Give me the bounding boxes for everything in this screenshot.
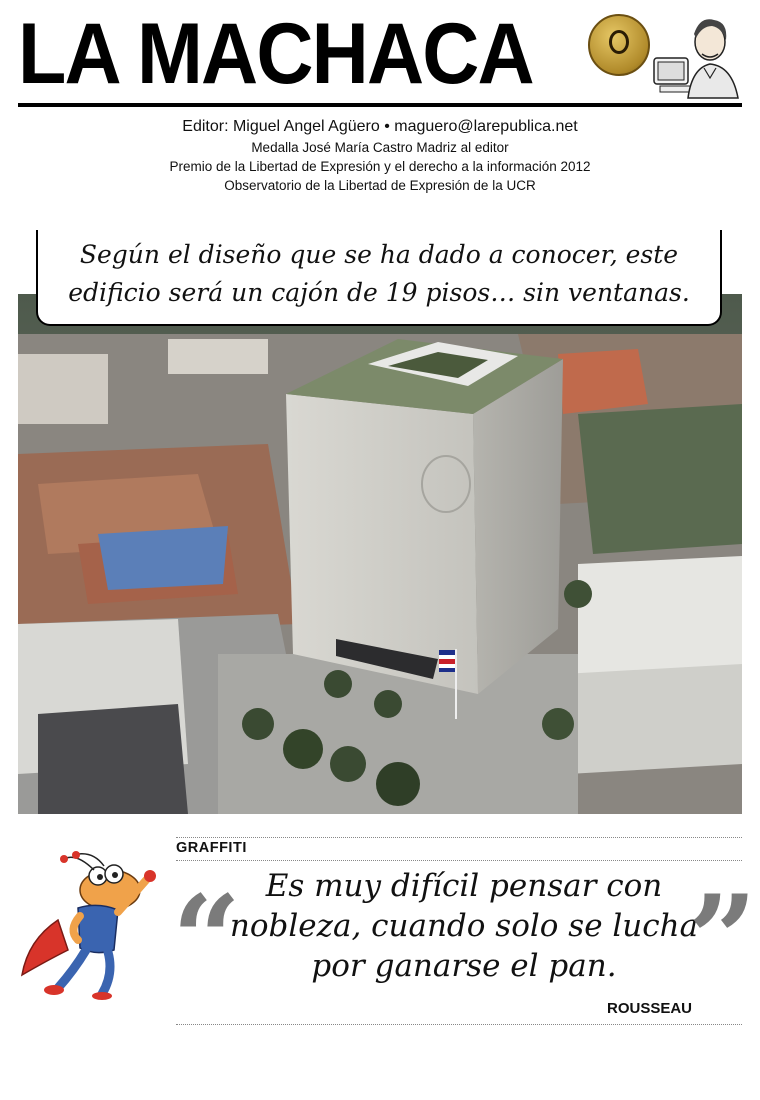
award-line: Premio de la Libertad de Expresión y el derecho a la información 2012 bbox=[169, 159, 591, 174]
graffiti-quote bbox=[226, 866, 702, 986]
callout-text bbox=[38, 236, 720, 312]
quote-line: nobleza, cuando solo se lucha bbox=[229, 908, 699, 944]
aerial-building-photo bbox=[18, 294, 742, 814]
divider bbox=[176, 860, 742, 861]
callout-line: edificio será un cajón de 19 pisos… sin ventanas. bbox=[68, 278, 690, 307]
open-quote-mark: “ bbox=[172, 869, 242, 1010]
editor-caricature bbox=[652, 12, 744, 100]
section-label: GRAFFITI bbox=[176, 840, 247, 856]
medal-icon bbox=[588, 14, 650, 76]
callout-line: Según el diseño que se ha dado a conocer, este bbox=[79, 240, 679, 269]
divider bbox=[176, 1024, 742, 1025]
award-line: Observatorio de la Libertad de Expresión de la UCR bbox=[224, 178, 536, 193]
quote-line: Es muy difícil pensar con bbox=[265, 868, 663, 904]
masthead-title: LA MACHACA bbox=[18, 6, 533, 102]
close-quote-mark: ” bbox=[688, 869, 758, 1010]
divider bbox=[176, 837, 742, 838]
award-line: Medalla José María Castro Madriz al editor bbox=[251, 140, 509, 155]
superhero-mascot bbox=[18, 850, 158, 1000]
editor-line: Editor: Miguel Angel Agüero • maguero@larepublica.net bbox=[182, 118, 578, 135]
quote-line: por ganarse el pan. bbox=[311, 948, 617, 984]
callout-box bbox=[36, 230, 722, 326]
credits-block bbox=[0, 116, 760, 195]
quote-author: ROUSSEAU bbox=[606, 1000, 692, 1017]
masthead-rule bbox=[18, 103, 742, 107]
